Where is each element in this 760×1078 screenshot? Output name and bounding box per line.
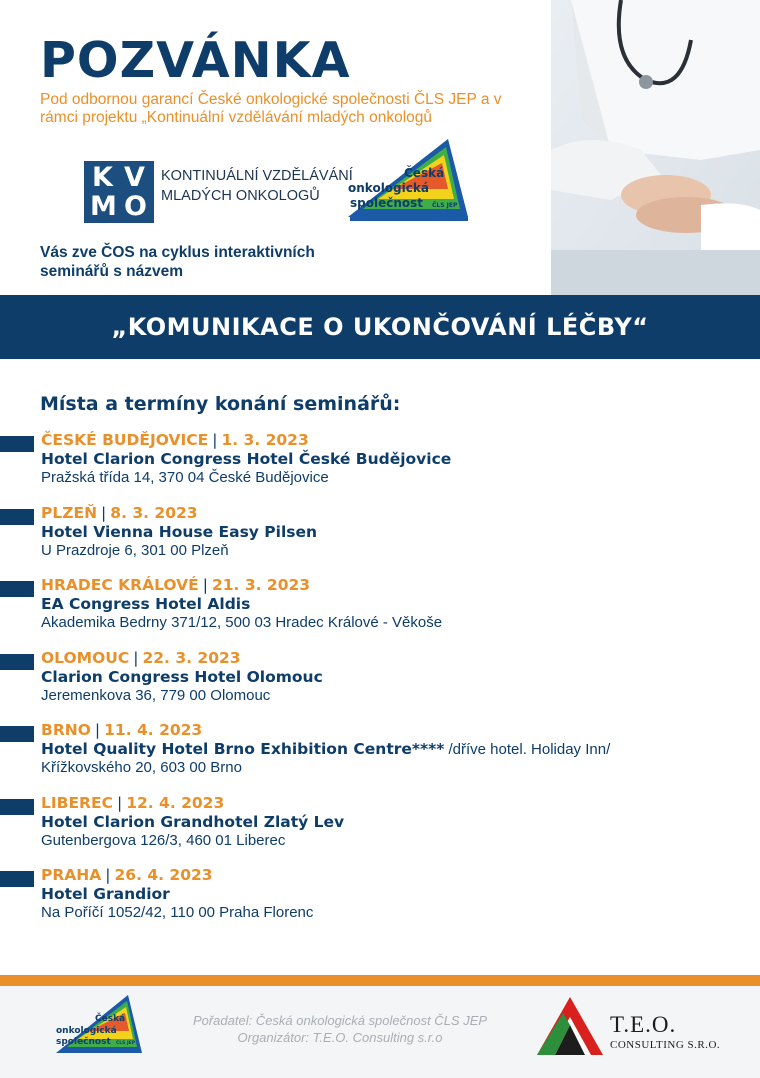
footer-cos-line2: onkologická [56, 1026, 117, 1036]
venue-city-date [41, 794, 224, 812]
title-banner [0, 295, 760, 359]
venue-hotel-name: Hotel Clarion Congress Hotel České Budějovice [41, 450, 452, 468]
organizer-info [150, 1012, 530, 1046]
venue-date: 11. 4. 2023 [104, 721, 203, 739]
venue-item [0, 648, 760, 721]
venue-item [0, 430, 760, 503]
venue-city: HRADEC KRÁLOVÉ [41, 576, 199, 594]
venue-city: LIBEREC [41, 793, 113, 812]
venue-hotel [41, 595, 250, 613]
cos-logo-line3: společnost [350, 196, 424, 210]
footer-cos-line1: Česká [95, 1014, 126, 1024]
kvmo-line2: MLADÝCH ONKOLOGŮ [161, 188, 320, 204]
venue-hotel [41, 523, 317, 541]
venue-item [0, 575, 760, 648]
teo-logo-icon [535, 995, 605, 1057]
footer-cos-logo [50, 993, 145, 1057]
venue-item [0, 503, 760, 576]
venue-marker [0, 436, 34, 452]
venue-city-date [41, 866, 213, 884]
venue-item [0, 865, 760, 938]
venue-hotel [41, 885, 170, 903]
venue-city-date [41, 504, 198, 522]
venue-hotel-name: EA Congress Hotel Aldis [41, 595, 251, 613]
venue-separator: | [133, 648, 139, 667]
venue-marker [0, 726, 34, 742]
venue-separator: | [202, 576, 208, 594]
venue-hotel [41, 740, 610, 758]
venue-hotel-name: Hotel Quality Hotel Brno Exhibition Centre**** [41, 740, 445, 758]
venue-separator: | [116, 793, 123, 812]
venue-date: 12. 4. 2023 [126, 793, 225, 812]
organizer-line2: Organizátor: T.E.O. Consulting s.r.o [237, 1030, 443, 1045]
venue-address: Gutenbergova 126/3, 460 01 Liberec [41, 831, 286, 849]
venue-city-date [41, 649, 241, 667]
venue-city: PRAHA [41, 866, 102, 884]
venue-hotel [41, 668, 323, 686]
cos-logo-line1: Česká [404, 166, 445, 180]
venue-date: 8. 3. 2023 [110, 503, 198, 522]
venue-address: Akademika Bedrny 371/12, 500 03 Hradec Králové - Věkoše [41, 614, 443, 631]
venue-marker [0, 654, 34, 670]
invite-text: Vás zve ČOS na cyklus interaktivních seminářů s názvem [40, 244, 315, 280]
page-title: POZVÁNKA [40, 32, 351, 89]
footer-cos-tag: ČLS JEP [116, 1041, 136, 1046]
organizer-line1: Pořadatel: Česká onkologická společnost ČLS JEP [192, 1013, 488, 1028]
venue-city-date [41, 431, 309, 449]
venue-item [0, 793, 760, 866]
venue-hotel-name: Hotel Grandior [41, 885, 170, 903]
kvmo-logo-box [84, 161, 154, 223]
venue-city: ČESKÉ BUDĚJOVICE [41, 431, 209, 449]
venue-marker [0, 871, 34, 887]
subtitle: Pod odbornou garancí České onkologické společnosti ČLS JEP a v rámci projektu „Kontinuální vzdělávání mladých onkologů [40, 91, 502, 126]
footer-divider [0, 975, 760, 986]
venue-hotel [41, 813, 344, 831]
venue-address: U Prazdroje 6, 301 00 Plzeň [41, 541, 229, 559]
venue-date: 22. 3. 2023 [142, 648, 241, 667]
venue-separator: | [94, 721, 101, 739]
venue-note: /dříve hotel. Holiday Inn/ [444, 741, 611, 758]
venue-city: OLOMOUC [41, 648, 130, 667]
venue-address: Pražská třída 14, 370 04 České Budějovice [41, 469, 329, 486]
teo-subtitle: CONSULTING S.R.O. [610, 1039, 721, 1051]
venue-marker [0, 509, 34, 525]
venue-list [0, 430, 760, 938]
venue-hotel-name: Hotel Vienna House Easy Pilsen [41, 522, 318, 541]
venue-marker [0, 581, 34, 597]
venue-hotel-name: Clarion Congress Hotel Olomouc [41, 667, 323, 686]
venue-address: Křížkovského 20, 603 00 Brno [41, 759, 242, 776]
kvmo-letter-v: V [124, 162, 145, 193]
venue-item [0, 720, 760, 793]
venue-separator: | [105, 866, 111, 884]
venue-address: Jeremenkova 36, 779 00 Olomouc [41, 686, 271, 704]
venue-marker [0, 799, 34, 815]
kvmo-line1: KONTINUÁLNÍ VZDĚLÁVÁNÍ [161, 168, 353, 184]
kvmo-letter-k: K [92, 162, 113, 193]
teo-name: T.E.O. [610, 1012, 677, 1037]
venue-separator: | [101, 503, 107, 522]
doctor-patient-photo [551, 0, 760, 295]
venue-date: 21. 3. 2023 [211, 576, 311, 594]
venue-city: PLZEŇ [41, 503, 98, 522]
footer-cos-line3: společnost [56, 1037, 111, 1047]
cos-logo [338, 137, 473, 222]
venue-hotel [41, 450, 451, 468]
kvmo-letter-o: O [124, 191, 147, 222]
seminar-title: „KOMUNIKACE O UKONČOVÁNÍ LÉČBY“ [111, 313, 649, 341]
venue-city-date [41, 576, 310, 594]
venue-hotel-name: Hotel Clarion Grandhotel Zlatý Lev [41, 812, 345, 831]
venue-date: 26. 4. 2023 [114, 866, 213, 884]
cos-logo-tag: ČLS JEP [432, 202, 458, 209]
cos-logo-line2: onkologická [348, 181, 429, 195]
kvmo-letter-m: M [90, 191, 117, 222]
venue-address: Na Poříčí 1052/42, 110 00 Praha Florenc [41, 904, 314, 921]
venue-date: 1. 3. 2023 [221, 431, 309, 449]
section-heading: Místa a termíny konání seminářů: [40, 393, 401, 415]
venue-city: BRNO [41, 721, 91, 739]
venue-city-date [41, 721, 202, 739]
venue-separator: | [212, 431, 218, 449]
